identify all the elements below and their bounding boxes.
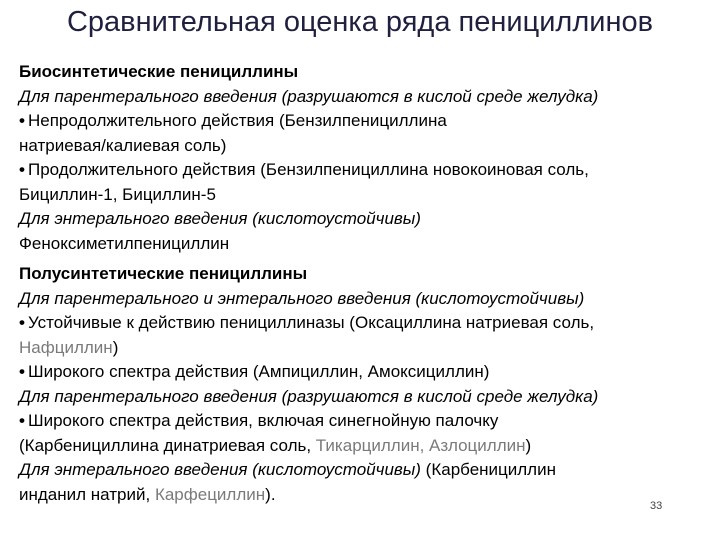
semi-parenteral-note: Для парентерального введения (разрушаются в кислой среде желудка) [19,386,599,406]
semi-resistant-item [19,311,699,336]
bio-long-line2: Бициллин-1, Бициллин-5 [19,184,216,204]
semi-resistant-line1: Устойчивые к действию пенициллиназы (Оксациллина натриевая соль, [28,313,595,332]
semi-pseudo-line2 [19,434,699,459]
bullet-icon: • [19,313,25,332]
bullet-icon: • [19,111,25,130]
bio-long-acting-item [19,158,699,183]
slide-title: Сравнительная оценка ряда пенициллинов [66,6,653,38]
bio-short-acting-item [19,109,699,134]
semi-broad-item [19,360,699,385]
semi-enteral-note: Для энтерального введения (кислотоустойчивы) [19,460,421,479]
semi-last-end: ). [265,484,276,504]
semi-pseudo-close: ) [525,435,532,455]
semi-broad-text: Широкого спектра действия (Ампициллин, Амоксициллин) [28,362,490,381]
bio-short-line1: Непродолжительного действия (Бензилпенициллина [28,111,447,130]
bullet-icon: • [19,411,25,430]
bio-short-line2: натриевая/калиевая соль) [19,135,227,155]
bio-long-line1: Продолжительного действия (Бензилпенициллина новокоиновая соль, [28,160,589,179]
bio-heading: Биосинтетические пенициллины [19,62,299,81]
semi-resistant-close: ) [112,337,119,357]
bullet-icon: • [19,362,25,381]
semi-last-line [19,483,699,508]
semi-enteral-rest: (Карбенициллин [420,460,556,479]
drug-nafcillin: Нафциллин [19,337,113,357]
bio-parenteral-note: Для парентерального введения (разрушаются в кислой среде желудка) [19,86,599,106]
semi-pseudo-start: (Карбенициллина динатриевая соль, [19,435,316,455]
slide-body [19,60,699,507]
semi-last-start: инданил натрий, [19,484,155,504]
bullet-icon: • [19,160,25,179]
page-number: 33 [650,500,663,512]
semi-pseudo-line1: Широкого спектра действия, включая синегнойную палочку [28,411,499,430]
semi-enteral-line [19,458,699,483]
drug-ticarcillin-azlocillin: Тикарциллин, Азлоциллин [315,435,526,455]
semi-both-note: Для парентерального и энтерального введения (кислотоустойчивы) [19,288,585,308]
semi-heading: Полусинтетические пенициллины [19,264,308,283]
bio-enteral-note: Для энтерального введения (кислотоустойчивы) [19,209,421,228]
semi-pseudo-item [19,409,699,434]
bio-enteral-drug: Феноксиметилпенициллин [19,233,230,253]
drug-carfecillin: Карфециллин [154,484,266,504]
semi-resistant-line2 [19,336,699,361]
